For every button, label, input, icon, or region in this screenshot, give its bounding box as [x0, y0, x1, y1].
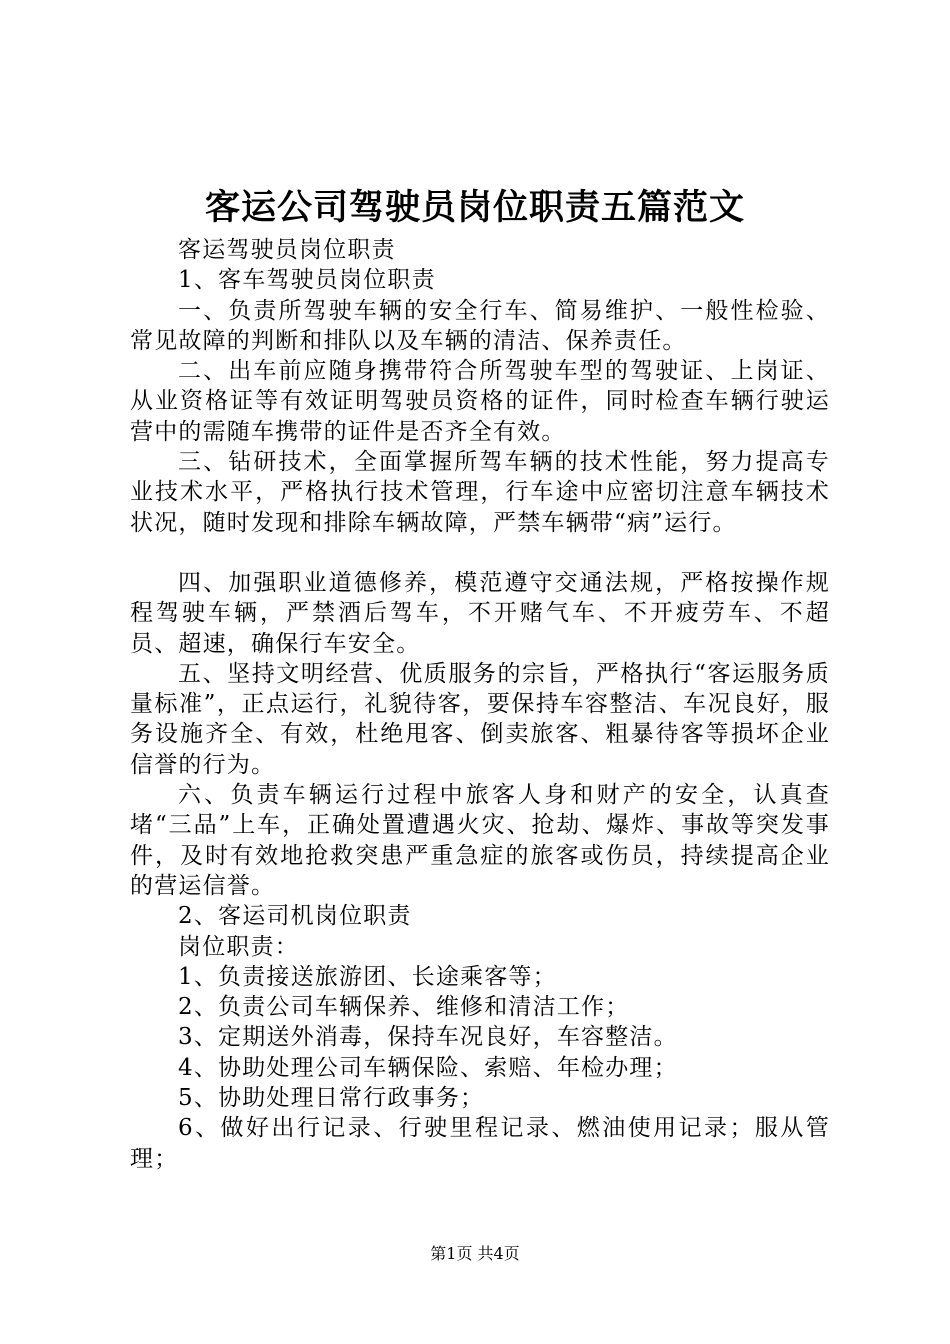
paragraph-section-1: 1、客车驾驶员岗位职责	[178, 267, 436, 294]
document-body	[130, 235, 830, 1174]
paragraph-duty-3: 三、钻研技术，全面掌握所驾车辆的技术性能，努力提高专业技术水平，严格执行技术管理，行车途中应密切注意车辆技术状况，随时发现和排除车辆故障，严禁车辆带“病”运行。	[130, 449, 830, 536]
paragraph-duty-6: 六、负责车辆运行过程中旅客人身和财产的安全，认真查堵“三品”上车，正确处置遭遇火灾、抢劫、爆炸、事故等突发事件，及时有效地抢救突患严重急症的旅客或伤员，持续提高企业的营运信誉。	[130, 782, 830, 899]
paragraph-duty-2: 二、出车前应随身携带符合所驾驶车型的驾驶证、上岗证、从业资格证等有效证明驾驶员资格的证件，同时检查车辆行驶运营中的需随车携带的证件是否齐全有效。	[130, 358, 830, 445]
paragraph-duty-5: 五、坚持文明经营、优质服务的宗旨，严格执行“客运服务质量标准”，正点运行，礼貌待客，要保持车容整洁、车况良好，服务设施齐全、有效，杜绝甩客、倒卖旅客、粗暴待客等损坏企业信誉的行为。	[130, 660, 830, 778]
paragraph-duty-4: 四、加强职业道德修养，模范遵守交通法规，严格按操作规程驾驶车辆，严禁酒后驾车，不开赌气车、不开疲劳车、不超员、超速，确保行车安全。	[130, 569, 830, 657]
list-item-4: 4、协助处理公司车辆保险、索赔、年检办理；	[178, 1054, 678, 1081]
document-title: 客运公司驾驶员岗位职责五篇范文	[204, 187, 745, 228]
page-footer: 第1页 共4页	[430, 1244, 520, 1263]
paragraph-heading: 客运驾驶员岗位职责	[178, 237, 396, 263]
list-item-5: 5、协助处理日常行政事务；	[178, 1085, 485, 1112]
list-item-2: 2、负责公司车辆保养、维修和清洁工作；	[178, 994, 630, 1021]
list-item-6: 6、做好出行记录、行驶里程记录、燃油使用记录；服从管理；	[130, 1115, 830, 1172]
paragraph-gap	[130, 538, 830, 568]
paragraph-duty-1: 一、负责所驾驶车辆的安全行车、简易维护、一般性检验、常见故障的判断和排队以及车辆的清洁、保养责任。	[130, 297, 830, 354]
paragraph-section-2: 2、客运司机岗位职责	[178, 903, 412, 930]
paragraph-responsibilities-label: 岗位职责：	[178, 933, 299, 960]
list-item-1: 1、负责接送旅游团、长途乘客等；	[178, 963, 557, 990]
list-item-3: 3、定期送外消毒，保持车况良好，车容整洁。	[178, 1024, 678, 1051]
